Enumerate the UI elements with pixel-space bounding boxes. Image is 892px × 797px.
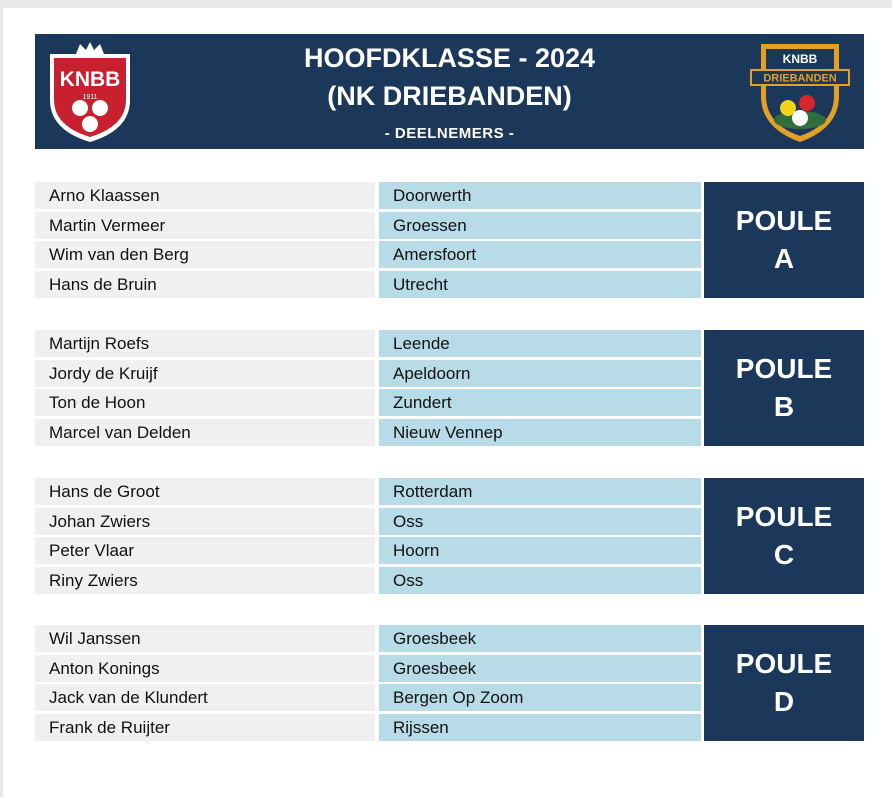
participant-city: Utrecht <box>379 271 701 298</box>
participant-city: Apeldoorn <box>379 360 701 387</box>
poule-word: POULE <box>735 648 833 679</box>
poule-letter: C <box>773 539 795 570</box>
participant-name: Hans de Bruin <box>35 271 375 298</box>
participant-name: Wil Janssen <box>35 625 375 652</box>
participant-name: Riny Zwiers <box>35 567 375 594</box>
poule-letter: A <box>773 243 795 274</box>
driebanden-logo-band: DRIEBANDEN <box>763 72 837 85</box>
participant-city: Groesbeek <box>379 625 701 652</box>
poule-label-a <box>704 182 864 298</box>
participant-city: Oss <box>379 567 701 594</box>
participant-name: Peter Vlaar <box>35 537 375 564</box>
poule-letter: B <box>773 391 795 422</box>
participant-city: Oss <box>379 508 701 535</box>
page-subtitle: - DEELNEMERS - <box>384 125 515 142</box>
participant-name: Martijn Roefs <box>35 330 375 357</box>
page-title-secondary: (NK DRIEBANDEN) <box>327 81 572 111</box>
participant-name: Jack van de Klundert <box>35 684 375 711</box>
participant-city: Amersfoort <box>379 241 701 268</box>
page-title: HOOFDKLASSE - 2024 <box>303 43 596 73</box>
knbb-logo-year: 1911 <box>82 94 98 101</box>
poule-label-b <box>704 330 864 446</box>
poule-word: POULE <box>735 205 833 236</box>
poule-word: POULE <box>735 353 833 384</box>
participant-name: Johan Zwiers <box>35 508 375 535</box>
participant-city: Nieuw Vennep <box>379 419 701 446</box>
participant-name: Wim van den Berg <box>35 241 375 268</box>
poule-letter: D <box>773 686 795 717</box>
participant-name: Arno Klaassen <box>35 182 375 209</box>
participant-city: Groesbeek <box>379 655 701 682</box>
poule-word: POULE <box>735 501 833 532</box>
participant-city: Rijssen <box>379 714 701 741</box>
participant-name: Ton de Hoon <box>35 389 375 416</box>
participant-name: Hans de Groot <box>35 478 375 505</box>
participant-city: Groessen <box>379 212 701 239</box>
participant-name: Anton Konings <box>35 655 375 682</box>
participant-name: Frank de Ruijter <box>35 714 375 741</box>
header-banner <box>35 34 864 149</box>
participant-name: Jordy de Kruijf <box>35 360 375 387</box>
participant-city: Rotterdam <box>379 478 701 505</box>
participant-name: Marcel van Delden <box>35 419 375 446</box>
poule-label-d <box>704 625 864 741</box>
participant-city: Bergen Op Zoom <box>379 684 701 711</box>
participant-city: Doorwerth <box>379 182 701 209</box>
poule-label-c <box>704 478 864 594</box>
knbb-logo-text: KNBB <box>59 68 121 91</box>
participant-city: Hoorn <box>379 537 701 564</box>
participant-city: Zundert <box>379 389 701 416</box>
participant-city: Leende <box>379 330 701 357</box>
participant-name: Martin Vermeer <box>35 212 375 239</box>
driebanden-logo-top: KNBB <box>782 52 818 66</box>
driebanden-logo <box>747 38 853 146</box>
